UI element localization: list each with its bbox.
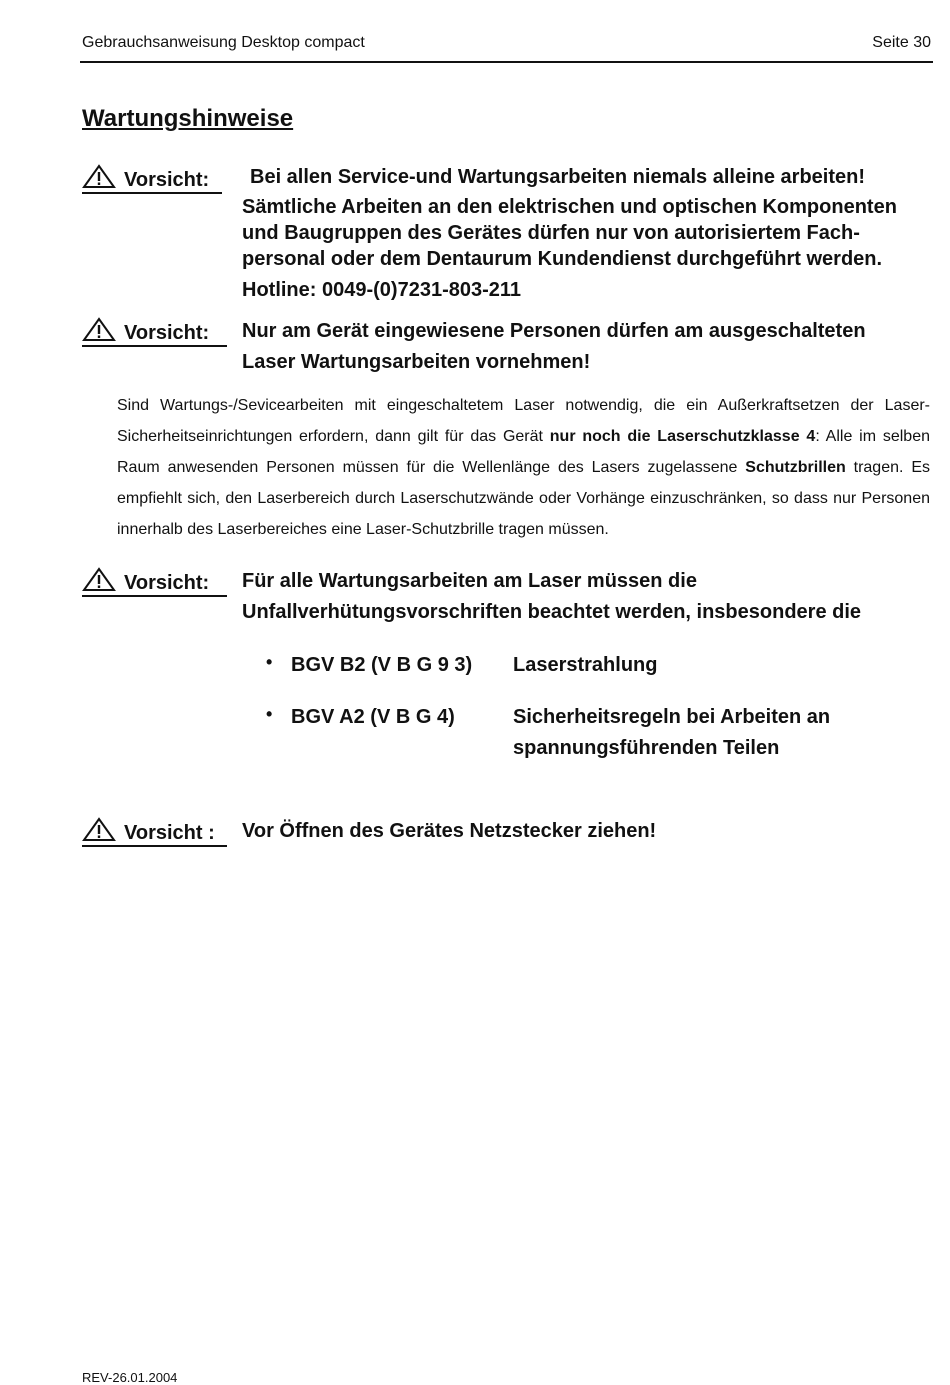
regulation-1-desc: Laserstrahlung xyxy=(513,654,658,676)
header-title: Gebrauchsanweisung Desktop compact xyxy=(82,34,365,51)
regulation-2-code: BGV A2 (V B G 4) xyxy=(291,706,455,728)
warning-2-line-2: Laser Wartungsarbeiten vornehmen! xyxy=(242,351,591,373)
page-number: Seite 30 xyxy=(872,34,931,51)
paragraph-text-1: Sind Wartungs-/Sevicearbeiten mit eingeschaltetem Laser notwendig, die ein Außerkraftsetzen der Laser-Sicherheitseinrichtungen erfordern, dann gilt für das Gerät xyxy=(117,397,930,445)
warning-triangle-icon xyxy=(82,164,116,194)
warning-triangle-icon xyxy=(82,317,116,347)
paragraph-bold-2: Schutzbrillen xyxy=(745,459,846,476)
warning-1-line-2: Sämtliche Arbeiten an den elektrischen und optischen Komponenten xyxy=(242,196,897,218)
warning-1-line-1: Bei allen Service-und Wartungsarbeiten niemals alleine arbeiten! xyxy=(250,166,865,188)
paragraph-text-3: tragen. Es empfiehlt sich, den Laserbereich durch Laserschutzwände oder Vorhänge einzuschränken, so dass nur Personen innerhalb des Laserbereiches eine Laser-Schutzbrille tragen müssen. xyxy=(117,459,931,538)
body-paragraph xyxy=(117,390,930,545)
regulation-2-desc-line-1: Sicherheitsregeln bei Arbeiten an xyxy=(513,706,831,728)
warning-4-line-1: Vor Öffnen des Gerätes Netzstecker ziehen! xyxy=(242,820,657,842)
section-title: Wartungshinweise xyxy=(82,105,294,132)
warning-2-line-1: Nur am Gerät eingewiesene Personen dürfen am ausgeschalteten xyxy=(242,320,866,342)
warning-triangle-icon xyxy=(82,567,116,597)
paragraph-bold-1: nur noch die Laserschutzklasse 4 xyxy=(549,428,816,445)
bullet-1: • xyxy=(266,652,273,672)
warning-3-line-1: Für alle Wartungsarbeiten am Laser müssen die xyxy=(242,570,697,592)
revision-footer: REV-26.01.2004 xyxy=(82,1370,178,1385)
regulation-1-code: BGV B2 (V B G 9 3) xyxy=(291,654,473,676)
warning-label-text-3: Vorsicht: xyxy=(124,572,210,594)
warning-label-text-4: Vorsicht : xyxy=(124,822,215,844)
warning-1-line-4: personal oder dem Dentaurum Kundendienst durchgeführt werden. xyxy=(242,248,883,270)
warning-label-text-2: Vorsicht: xyxy=(124,322,210,344)
warning-label-3 xyxy=(82,567,227,597)
warning-label-text-1: Vorsicht: xyxy=(124,169,210,191)
warning-label-4 xyxy=(82,817,227,847)
regulation-2-desc-line-2: spannungsführenden Teilen xyxy=(513,737,780,759)
warning-1-line-3: und Baugruppen des Gerätes dürfen nur von autorisiertem Fach- xyxy=(242,222,860,244)
warning-label-1 xyxy=(82,164,222,194)
header-divider xyxy=(80,61,933,63)
hotline: Hotline: 0049-(0)7231-803-211 xyxy=(242,279,522,301)
warning-label-2 xyxy=(82,317,227,347)
warning-3-line-2: Unfallverhütungsvorschriften beachtet werden, insbesondere die xyxy=(242,601,862,623)
warning-triangle-icon xyxy=(82,817,116,847)
bullet-2: • xyxy=(266,704,273,724)
paragraph-text-2: : Alle im selben Raum anwesenden Personen müssen für die Wellenlänge des Lasers zugelassene xyxy=(117,428,931,476)
